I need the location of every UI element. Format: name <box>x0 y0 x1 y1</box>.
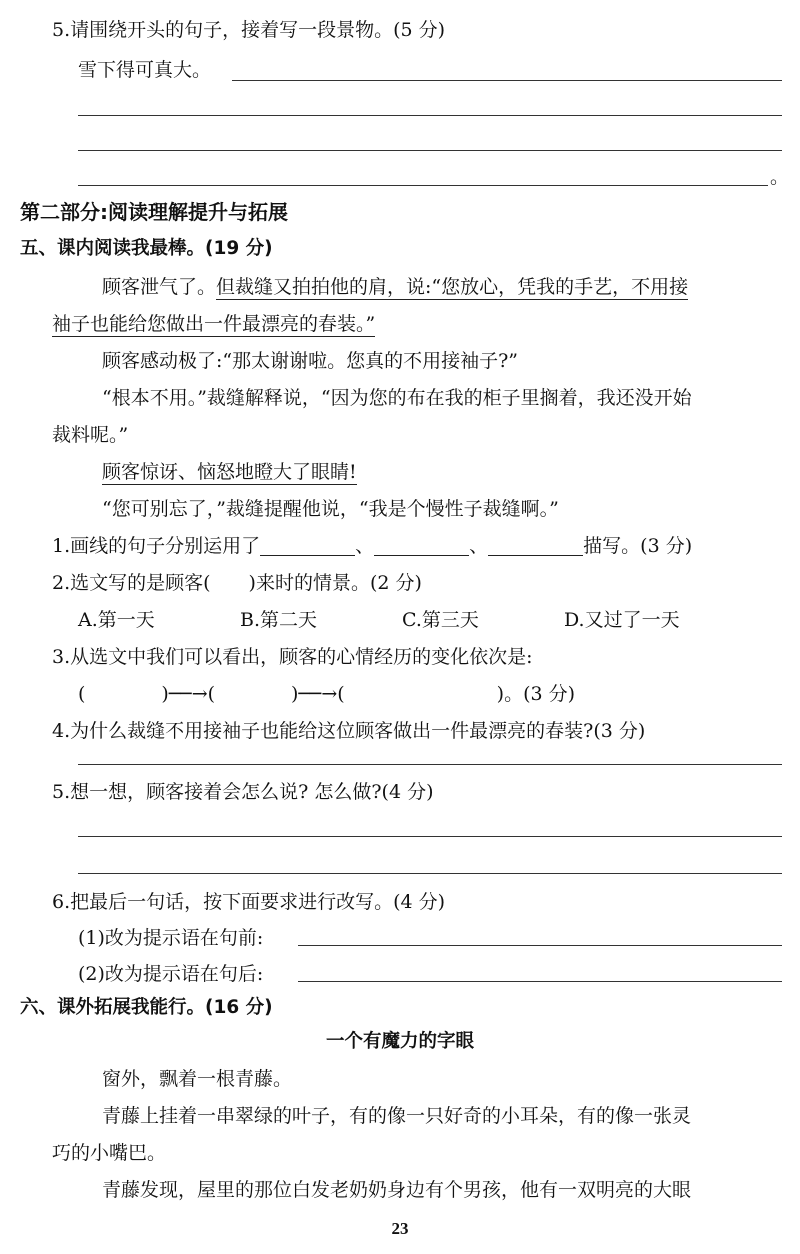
question-4: 4.为什么裁缝不用接袖子也能给这位顾客做出一件最漂亮的春装?(3 分) <box>52 720 646 742</box>
passage-line: 顾客泄气了。但裁缝又拍拍他的肩，说:“您放心，凭我的手艺，不用接 <box>102 276 689 298</box>
question-6-part-2: (2)改为提示语在句后: <box>78 963 264 985</box>
passage-line <box>52 312 375 336</box>
option-a[interactable]: A.第一天 <box>78 609 155 631</box>
underlined-sentence: 但裁缝又拍拍他的肩，说:“您放心，凭我的手艺，不用接 <box>216 276 689 298</box>
passage-line: 顾客感动极了:“那太谢谢啦。您真的不用接袖子?” <box>102 350 519 372</box>
question-1: 1.画线的句子分别运用了 、 、 描写。(3 分) <box>52 535 693 557</box>
underlined-sentence: 袖子也能给您做出一件最漂亮的春装。” <box>52 313 376 335</box>
answer-line[interactable] <box>78 836 782 837</box>
answer-line[interactable] <box>298 945 782 946</box>
passage-line: 裁料呢。” <box>52 424 129 446</box>
underlined-sentence: 顾客惊讶、恼怒地瞪大了眼睛! <box>102 461 357 483</box>
question-6-part-1: (1)改为提示语在句前: <box>78 927 264 949</box>
q5-top-start: 雪下得可真大。 <box>78 59 212 81</box>
story-title: 一个有魔力的字眼 <box>325 1031 474 1052</box>
answer-line[interactable] <box>232 80 782 81</box>
passage-line: “您可别忘了，”裁缝提醒他说，“我是个慢性子裁缝啊。” <box>102 498 559 520</box>
part2-title: 第二部分:阅读理解提升与拓展 <box>20 200 288 224</box>
option-b[interactable]: B.第二天 <box>240 609 318 631</box>
option-d[interactable]: D.又过了一天 <box>564 609 680 631</box>
story-line: 巧的小嘴巴。 <box>52 1142 167 1164</box>
page-number: 23 <box>391 1219 409 1238</box>
fill-blank[interactable] <box>374 535 469 556</box>
story-line: 窗外，飘着一根青藤。 <box>102 1068 293 1090</box>
answer-line[interactable] <box>298 981 782 982</box>
story-line: 青藤发现，屋里的那位白发老奶奶身边有个男孩，他有一双明亮的大眼 <box>102 1179 692 1201</box>
question-3: 3.从选文中我们可以看出，顾客的心情经历的变化依次是: <box>52 646 533 668</box>
passage-line <box>102 460 357 484</box>
q5-top-prompt: 5.请围绕开头的句子，接着写一段景物。(5 分) <box>52 19 446 41</box>
answer-line[interactable] <box>78 764 782 765</box>
story-line: 青藤上挂着一串翠绿的叶子，有的像一只好奇的小耳朵，有的像一张灵 <box>102 1105 692 1127</box>
answer-line[interactable] <box>78 185 768 186</box>
answer-line[interactable] <box>78 873 782 874</box>
question-5: 5.想一想，顾客接着会怎么说? 怎么做?(4 分) <box>52 781 434 803</box>
fill-blank[interactable] <box>260 535 355 556</box>
section5-title: 五、课内阅读我最棒。(19 分) <box>20 238 273 259</box>
question-2: 2.选文写的是顾客( )来时的情景。(2 分) <box>52 572 422 594</box>
end-mark: 。 <box>770 166 790 188</box>
answer-line[interactable] <box>78 115 782 116</box>
mood-chain[interactable]: ( )──→( )──→( )。(3 分) <box>78 683 576 705</box>
answer-line[interactable] <box>78 150 782 151</box>
fill-blank[interactable] <box>488 535 583 556</box>
passage-line: “根本不用。”裁缝解释说，“因为您的布在我的柜子里搁着，我还没开始 <box>102 387 692 409</box>
question-6: 6.把最后一句话，按下面要求进行改写。(4 分) <box>52 891 446 913</box>
section6-title: 六、课外拓展我能行。(16 分) <box>20 997 273 1018</box>
option-c[interactable]: C.第三天 <box>402 609 479 631</box>
